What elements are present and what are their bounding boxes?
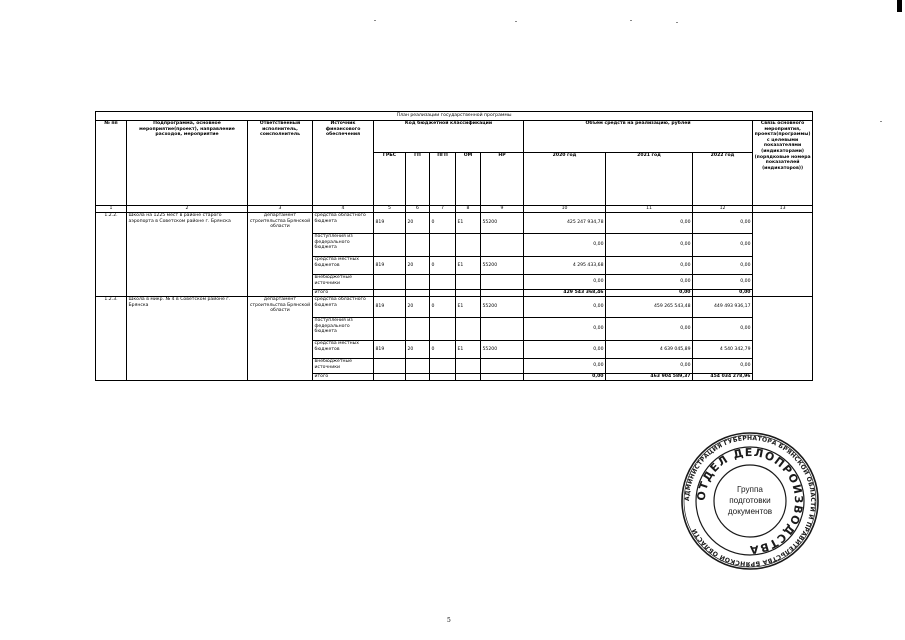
column-number: 1	[96, 206, 127, 213]
row-num: 1.2.3.	[96, 297, 127, 381]
column-number: 7	[430, 206, 456, 213]
header-2020: 2020 год	[524, 153, 606, 206]
row-gp	[406, 275, 430, 290]
row-om	[456, 359, 481, 374]
row-om	[456, 290, 481, 297]
row-name: Школа на 1225 мест в районе старого аэропорта в Советском районе г. Брянска	[127, 213, 248, 297]
row-pgp	[430, 275, 456, 290]
row-om	[456, 275, 481, 290]
row-link	[753, 213, 813, 297]
row-2021: 459 265 543,48	[606, 297, 693, 318]
row-pgp	[430, 234, 456, 257]
row-2022: 0,00	[693, 290, 753, 297]
row-2020: 4 295 433,68	[524, 257, 606, 275]
row-2021: 0,00	[606, 213, 693, 234]
row-2022: 449 493 936,17	[693, 297, 753, 318]
row-2022: 0,00	[693, 257, 753, 275]
row-2022: 0,00	[693, 234, 753, 257]
column-number: 10	[524, 206, 606, 213]
header-2022: 2022 год	[693, 153, 753, 206]
row-source: средства местных бюджетов	[313, 257, 374, 275]
stamp-ring-text: ОТДЕЛ ДЕЛОПРОИЗВОДСТВА	[694, 445, 806, 557]
row-nr	[481, 275, 524, 290]
row-gp	[406, 318, 430, 341]
header-2021: 2021 год	[606, 153, 693, 206]
header-subprogram: Подпрограмма, основное мероприятие(проект), направление расходов, мероприятие	[127, 121, 248, 206]
row-2022: 0,00	[693, 359, 753, 374]
row-pgp: 0	[430, 257, 456, 275]
row-source: итого	[313, 290, 374, 297]
row-gp: 20	[406, 297, 430, 318]
row-2020: 0,00	[524, 374, 606, 381]
stamp-center-line2: подготовки	[729, 496, 771, 505]
header-nr: НР	[481, 153, 524, 206]
row-2020: 0,00	[524, 234, 606, 257]
row-source: итого	[313, 374, 374, 381]
row-pgp: 0	[430, 213, 456, 234]
scan-speck	[374, 20, 376, 21]
row-om	[456, 318, 481, 341]
column-number: 6	[406, 206, 430, 213]
row-gp: 20	[406, 213, 430, 234]
stamp-outer-text: АДМИНИСТРАЦИЯ ГУБЕРНАТОРА БРЯНСКОЙ ОБЛАСТИ И ПРАВИТЕЛЬСТВА БРЯНСКОЙ ОБЛАСТИ	[683, 434, 817, 568]
row-gp: 20	[406, 341, 430, 359]
row-om: E1	[456, 257, 481, 275]
header-gp: ГП	[406, 153, 430, 206]
row-2022: 454 034 278,96	[693, 374, 753, 381]
program-plan-table	[95, 111, 813, 381]
row-nr	[481, 374, 524, 381]
row-2021: 0,00	[606, 290, 693, 297]
stamp-center-line3: документов	[727, 507, 773, 516]
row-2022: 0,00	[693, 275, 753, 290]
row-nr	[481, 290, 524, 297]
row-2020: 0,00	[524, 341, 606, 359]
column-number: 5	[374, 206, 406, 213]
row-pgp	[430, 359, 456, 374]
row-grbs: 819	[374, 341, 406, 359]
row-2020: 429 543 368,46	[524, 290, 606, 297]
row-pgp: 0	[430, 297, 456, 318]
row-source: внебюджетные источники	[313, 359, 374, 374]
column-number: 3	[248, 206, 313, 213]
row-gp: 20	[406, 257, 430, 275]
row-grbs: 819	[374, 297, 406, 318]
header-executor: Ответственный исполнитель, соисполнитель	[248, 121, 313, 206]
column-number: 8	[456, 206, 481, 213]
row-gp	[406, 359, 430, 374]
row-source: средства областного бюджета	[313, 297, 374, 318]
row-nr: 55200	[481, 213, 524, 234]
header-budget-code: Код бюджетной классификации	[374, 121, 524, 153]
row-source: поступления из федерального бюджета	[313, 234, 374, 257]
row-nr: 55200	[481, 297, 524, 318]
row-executor: департамент строительства Брянской области	[248, 297, 313, 381]
scan-speck	[630, 20, 632, 21]
header-num: № пп	[96, 121, 127, 206]
row-grbs	[374, 290, 406, 297]
row-2020: 0,00	[524, 318, 606, 341]
row-om	[456, 374, 481, 381]
row-pgp: 0	[430, 341, 456, 359]
column-number: 11	[606, 206, 693, 213]
row-link	[753, 297, 813, 381]
row-grbs	[374, 275, 406, 290]
row-2020: 425 247 934,78	[524, 213, 606, 234]
stamp-center-line1: Группа	[737, 485, 763, 494]
row-num: 1.2.2.	[96, 213, 127, 297]
row-2021: 0,00	[606, 257, 693, 275]
header-link: Связь основного мероприятия, проекта(программы) с целевыми показателями (индикаторами) (порядковые номера показателей (индикаторов))	[753, 121, 813, 206]
row-om: E1	[456, 297, 481, 318]
page-edge-mark	[897, 0, 902, 12]
office-stamp	[680, 432, 820, 570]
table-row	[96, 297, 813, 318]
header-grbs: ГРБС	[374, 153, 406, 206]
row-2020: 0,00	[524, 275, 606, 290]
row-om: E1	[456, 341, 481, 359]
row-2021: 0,00	[606, 359, 693, 374]
row-2020: 0,00	[524, 297, 606, 318]
row-gp	[406, 374, 430, 381]
table-title: План реализации государственной программы	[96, 112, 813, 121]
row-gp	[406, 234, 430, 257]
row-executor: департамент строительства Брянской области	[248, 213, 313, 297]
row-2021: 463 904 589,37	[606, 374, 693, 381]
row-grbs: 819	[374, 213, 406, 234]
row-nr: 55200	[481, 341, 524, 359]
row-grbs	[374, 318, 406, 341]
row-pgp	[430, 374, 456, 381]
row-om: E1	[456, 213, 481, 234]
row-pgp	[430, 290, 456, 297]
column-number: 12	[693, 206, 753, 213]
row-2021: 0,00	[606, 275, 693, 290]
header-pgp: ПГП	[430, 153, 456, 206]
column-number: 13	[753, 206, 813, 213]
scan-speck	[515, 21, 517, 22]
row-2021: 0,00	[606, 318, 693, 341]
row-2021: 0,00	[606, 234, 693, 257]
row-source: средства местных бюджетов	[313, 341, 374, 359]
row-nr	[481, 318, 524, 341]
row-pgp	[430, 318, 456, 341]
row-nr: 55200	[481, 257, 524, 275]
row-om	[456, 234, 481, 257]
column-number: 4	[313, 206, 374, 213]
row-2022: 0,00	[693, 213, 753, 234]
row-2022: 4 540 342,79	[693, 341, 753, 359]
row-name: Школа в микр. № 4 в Советском районе г. Брянска	[127, 297, 248, 381]
row-source: средства областного бюджета	[313, 213, 374, 234]
table-row	[96, 213, 813, 234]
column-number: 2	[127, 206, 248, 213]
row-grbs	[374, 374, 406, 381]
row-source: внебюджетные источники	[313, 275, 374, 290]
column-number: 9	[481, 206, 524, 213]
row-2021: 4 639 045,89	[606, 341, 693, 359]
row-gp	[406, 290, 430, 297]
scan-speck	[880, 121, 882, 122]
row-grbs	[374, 359, 406, 374]
header-source: Источник финансового обеспечения	[313, 121, 374, 206]
row-2022: 0,00	[693, 318, 753, 341]
scan-speck	[676, 22, 678, 23]
page-number: 5	[447, 617, 451, 624]
row-grbs: 819	[374, 257, 406, 275]
header-volume: Объём средств на реализацию, рублей	[524, 121, 753, 153]
row-2020: 0,00	[524, 359, 606, 374]
header-om: ОМ	[456, 153, 481, 206]
row-nr	[481, 359, 524, 374]
column-number-row	[96, 206, 813, 213]
row-source: поступления из федерального бюджета	[313, 318, 374, 341]
row-grbs	[374, 234, 406, 257]
row-nr	[481, 234, 524, 257]
